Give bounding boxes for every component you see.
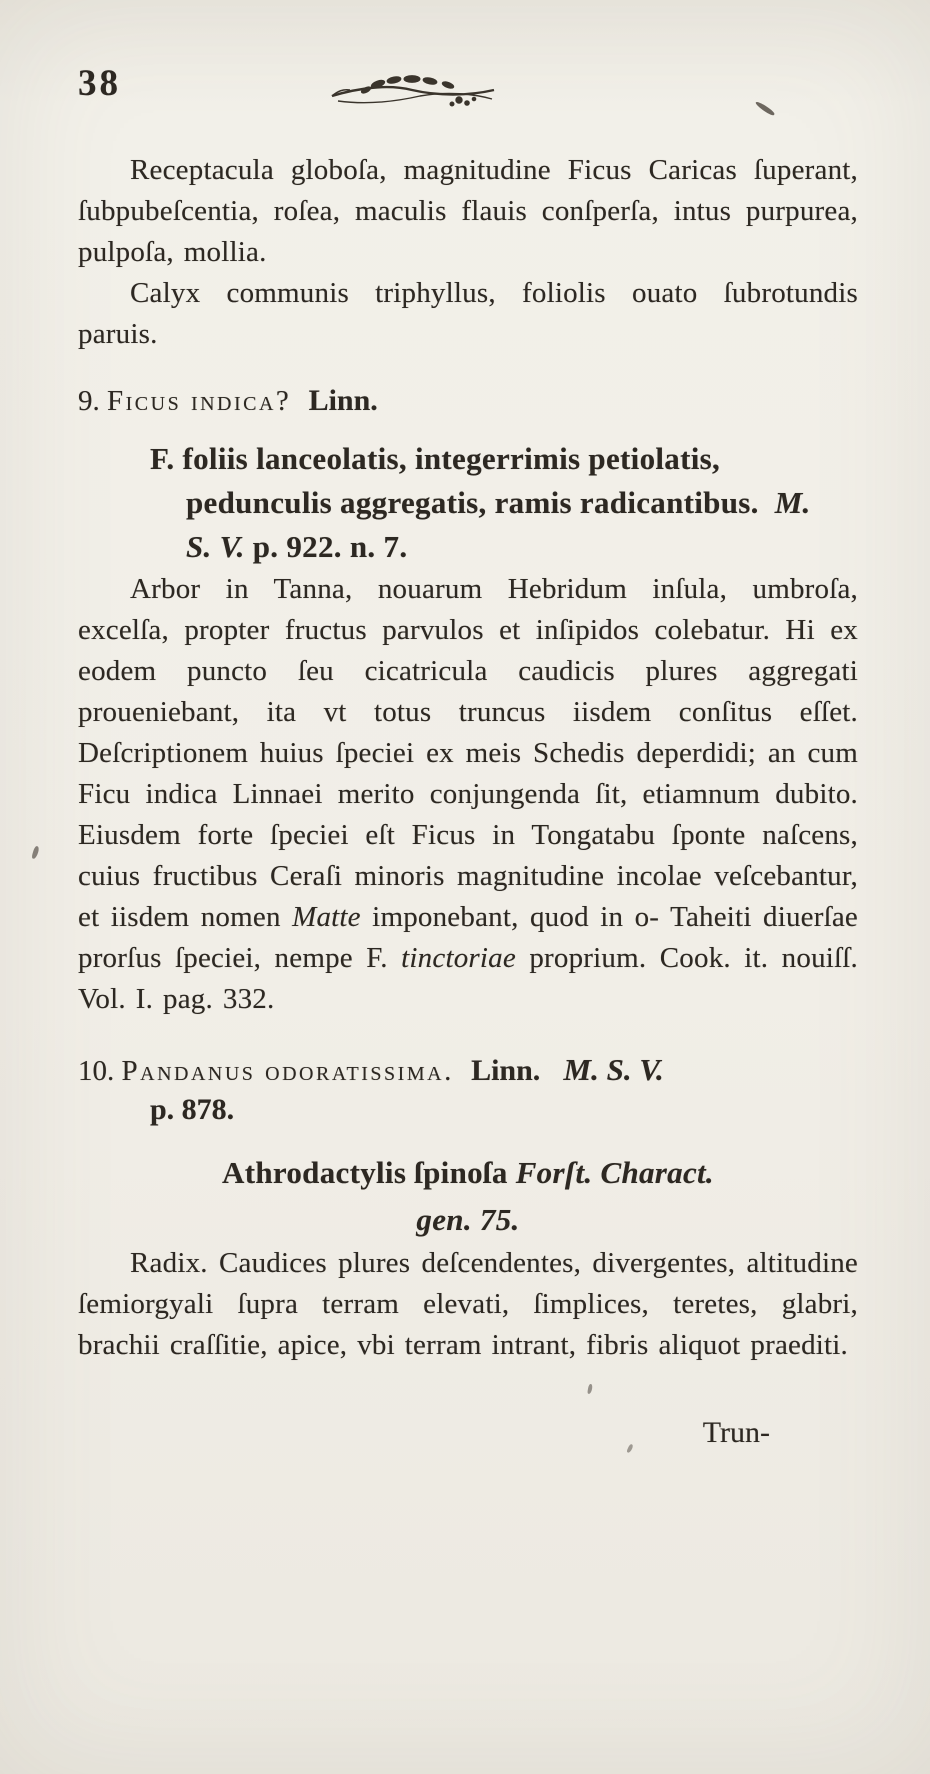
ink-speck	[587, 1384, 593, 1395]
entry-10-description: Radix. Caudices plures deſcendentes, divergentes, altitudine ſemiorgyali ſupra terram elevati, ſimplices, teretes, glabri, brachii craſſitie, apice, vbi terram intrant, fibris aliquot praediti.	[78, 1247, 858, 1361]
italic-term-tinctoriae: tinctoriae	[401, 942, 516, 974]
diagnosis-reference-page: p. 922. n. 7.	[252, 529, 408, 564]
entry-10-number: 10.	[78, 1055, 115, 1087]
page-header	[78, 56, 858, 150]
entry-9-authority: Linn.	[308, 384, 378, 417]
diagnosis-reference-work: M. S. V.	[186, 485, 811, 564]
description-text: Arbor in Tanna, nouarum Hebridum inſula, umbroſa, excelſa, propter fructus parvulos et inſipidos colebatur. Hi ex eodem puncto ſeu cicatricula caudicis plures aggregati proueniebant, ita vt totus truncus iisdem conſitus eſſet. Deſcriptionem huius ſpeciei ex meis Schedis deperdidi; an cum Ficu indica Linnaei merito conjungenda ſit, etiamnum dubito. Eiusdem forte ſpeciei eſt Ficus in Tongatabu ſponte naſcens, cuius fructibus Ceraſi minoris magnitudine incolae veſcebantur, et iisdem nomen	[78, 573, 858, 933]
paragraph-receptacula: Receptacula globoſa, magnitudine Ficus Caricas ſuperant, ſubpubeſcentia, roſea, maculis flauis conſperſa, intus purpurea, pulpoſa, mollia.	[78, 154, 858, 268]
synonym-line-2: gen. 75.	[416, 1202, 520, 1237]
diagnosis-text: F. foliis lanceolatis, integerrimis petiolatis, pedunculis aggregatis, ramis radicantibus.	[150, 441, 759, 520]
synonym-name: Athrodactylis ſpinoſa	[222, 1155, 516, 1190]
entry-10-species-name: Pandanus odoratissima.	[121, 1055, 454, 1087]
entry-10-reference-page: p. 878.	[150, 1093, 235, 1126]
entry-9-number: 9.	[78, 385, 100, 417]
page-number: 38	[78, 63, 121, 104]
entry-9-diagnosis	[150, 437, 832, 569]
synonym-line-1	[78, 1149, 858, 1196]
description-text: imponebant, quod in o- Taheiti diuerſae prorſus ſpeciei, nempe F.	[78, 901, 858, 974]
description-text: proprium. Cook. it. nouiſſ. Vol. I. pag. 332.	[78, 942, 858, 1015]
entry-10-reference-work: M. S. V.	[563, 1052, 664, 1087]
italic-term-matte: Matte	[292, 901, 361, 933]
entry-9-description	[78, 569, 858, 1020]
entry-9-heading	[78, 381, 858, 421]
entry-10-heading	[78, 1050, 858, 1091]
catchword: Trun-	[702, 1416, 770, 1449]
entry-10-synonym	[78, 1149, 858, 1243]
synonym-authority: Forſt. Charact.	[515, 1155, 714, 1190]
ink-speck	[31, 846, 39, 860]
entry-9-species-name: Ficus indica?	[107, 385, 292, 417]
entry-10-authority: Linn.	[471, 1054, 541, 1087]
paragraph-calyx: Calyx communis triphyllus, foliolis ouato ſubrotundis paruis.	[78, 277, 858, 350]
printer-ornament-icon	[328, 70, 498, 121]
